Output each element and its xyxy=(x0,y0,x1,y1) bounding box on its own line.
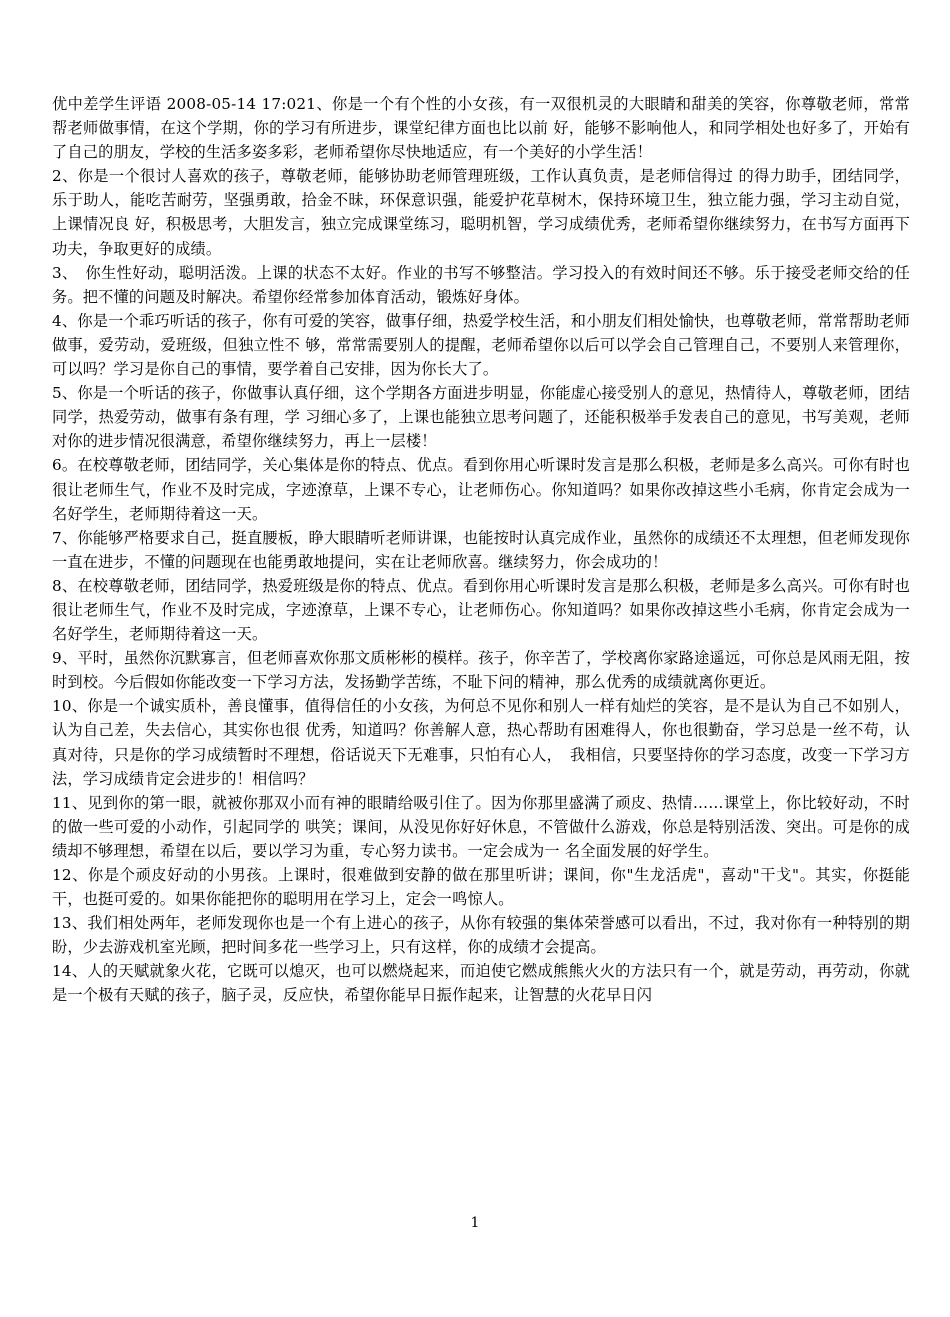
paragraph-2: 2、你是一个很讨人喜欢的孩子，尊敬老师，能够协助老师管理班级，工作认真负责，是老师信得过 的得力助手，团结同学，乐于助人，能吃苦耐劳，坚强勇敢，拾金不昧，环保意识强，能爱护花草树木，保持环境卫生，独立能力强，学习主动自觉，上课情况良 好，积极思考，大胆发言，独立完成课堂练习，聪明机智，学习成绩优秀，老师希望你继续努力，在书写方面再下功夫，争取更好的成绩。 xyxy=(52,167,910,258)
page-number: 1 xyxy=(470,1215,480,1231)
paragraph-7: 7、你能够严格要求自己，挺直腰板，睁大眼睛听老师讲课，也能按时认真完成作业，虽然你的成绩还不太理想，但老师发现你一直在进步，不懂的问题现在也能勇敢地提问，实在让老师欣喜。继续努力，你会成功的！ xyxy=(52,528,910,571)
paragraph-9: 9、平时，虽然你沉默寡言，但老师喜欢你那文质彬彬的模样。孩子，你辛苦了，学校离你家路途遥远，可你总是风雨无阻，按时到校。今后假如你能改变一下学习方法，发扬勤学苦练，不耻下问的精神，那么优秀的成绩就离你更近。 xyxy=(52,649,910,692)
paragraph-12: 12、你是个顽皮好动的小男孩。上课时，很难做到安静的做在那里听讲；课间，你"生龙活虎"，喜动"干戈"。其实，你挺能干，也挺可爱的。如果你能把你的聪明用在学习上，定会一鸣惊人。 xyxy=(52,866,910,909)
paragraph-4: 4、你是一个乖巧听话的孩子，你有可爱的笑容，做事仔细，热爱学校生活，和小朋友们相处愉快，也尊敬老师，常常帮助老师做事，爱劳动，爱班级，但独立性不 够，常常需要别人的提醒，老师希望你以后可以学会自己管理自己，不要别人来管理你，可以吗？学习是你自己的事情，要学着自己安排，因为你长大了。 xyxy=(52,311,910,379)
paragraph-6: 6。在校尊敬老师，团结同学，关心集体是你的特点、优点。看到你用心听课时发言是那么积极，老师是多么高兴。可你有时也很让老师生气，作业不及时完成，字迹潦草，上课不专心，让老师伤心。你知道吗？如果你改掉这些小毛病，你肯定会成为一名好学生，老师期待着这一天。 xyxy=(52,456,910,523)
paragraph-13: 13、我们相处两年，老师发现你也是一个有上进心的孩子，从你有较强的集体荣誉感可以看出，不过，我对你有一种特别的期盼，少去游戏机室光顾，把时间多花一些学习上，只有这样，你的成绩才会提高。 xyxy=(52,914,910,957)
paragraph-8: 8、在校尊敬老师，团结同学，热爱班级是你的特点、优点。看到你用心听课时发言是那么积极，老师是多么高兴。可你有时也很让老师生气，作业不及时完成，字迹潦草，上课不专心，让老师伤心。你知道吗？如果你改掉这些小毛病，你肯定会成为一名好学生，老师期待着这一天。 xyxy=(52,576,910,644)
paragraph-10: 10、你是一个诚实质朴，善良懂事，值得信任的小女孩，为何总不见你和别人一样有灿烂的笑容，是不是认为自己不如别人，认为自己差，失去信心，其实你也很 优秀，知道吗？你善解人意，热心帮助有困难得人，你也很勤奋，学习总是一丝不苟，认真对待，只是你的学习成绩暂时不理想，俗话说天下无难事，只怕有心人， 我相信，只要坚持你的学习态度，改变一下学习方法，学习成绩肯定会进步的！相信吗？ xyxy=(52,697,910,788)
document-body xyxy=(52,92,910,1008)
paragraph-1: 优中差学生评语 2008-05-14 17:021、你是一个有个性的小女孩，有一双很机灵的大眼睛和甜美的笑容，你尊敬老师，常常帮老师做事情，在这个学期，你的学习有所进步，课堂纪律方面也比以前 好，能够不影响他人，和同学相处也好多了，开始有了自己的朋友，学校的生活多姿多彩，老师希望你尽快地适应，有一个美好的小学生活！ xyxy=(52,95,910,162)
paragraph-14: 14、人的天赋就象火花，它既可以熄灭，也可以燃烧起来，而迫使它燃成熊熊火火的方法只有一个，就是劳动，再劳动，你就是一个极有天赋的孩子，脑子灵，反应快，希望你能早日振作起来，让智慧的火花早日闪 xyxy=(52,962,910,1005)
paragraph-11: 11、见到你的第一眼，就被你那双小而有神的眼睛给吸引住了。因为你那里盛满了顽皮、热情……课堂上，你比较好动，不时的做一些可爱的小动作，引起同学的 哄笑；课间，从没见你好好休息，不管做什么游戏，你总是特别活泼、突出。可是你的成绩却不够理想，希望在以后，要以学习为重，专心努力读书。一定会成为一 名全面发展的好学生。 xyxy=(52,793,910,860)
paragraph-5: 5、你是一个听话的孩子，你做事认真仔细，这个学期各方面进步明显，你能虚心接受别人的意见，热情待人，尊敬老师，团结同学，热爱劳动，做事有条有理，学 习细心多了，上课也能独立思考问题了，还能积极举手发表自己的意见，书写美观，老师对你的进步情况很满意，希望你继续努力，再上一层楼！ xyxy=(52,384,910,451)
paragraph-3: 3、 你生性好动，聪明活泼。上课的状态不太好。作业的书写不够整洁。学习投入的有效时间还不够。乐于接受老师交给的任务。把不懂的问题及时解决。希望你经常参加体育活动，锻炼好身体。 xyxy=(52,263,910,306)
